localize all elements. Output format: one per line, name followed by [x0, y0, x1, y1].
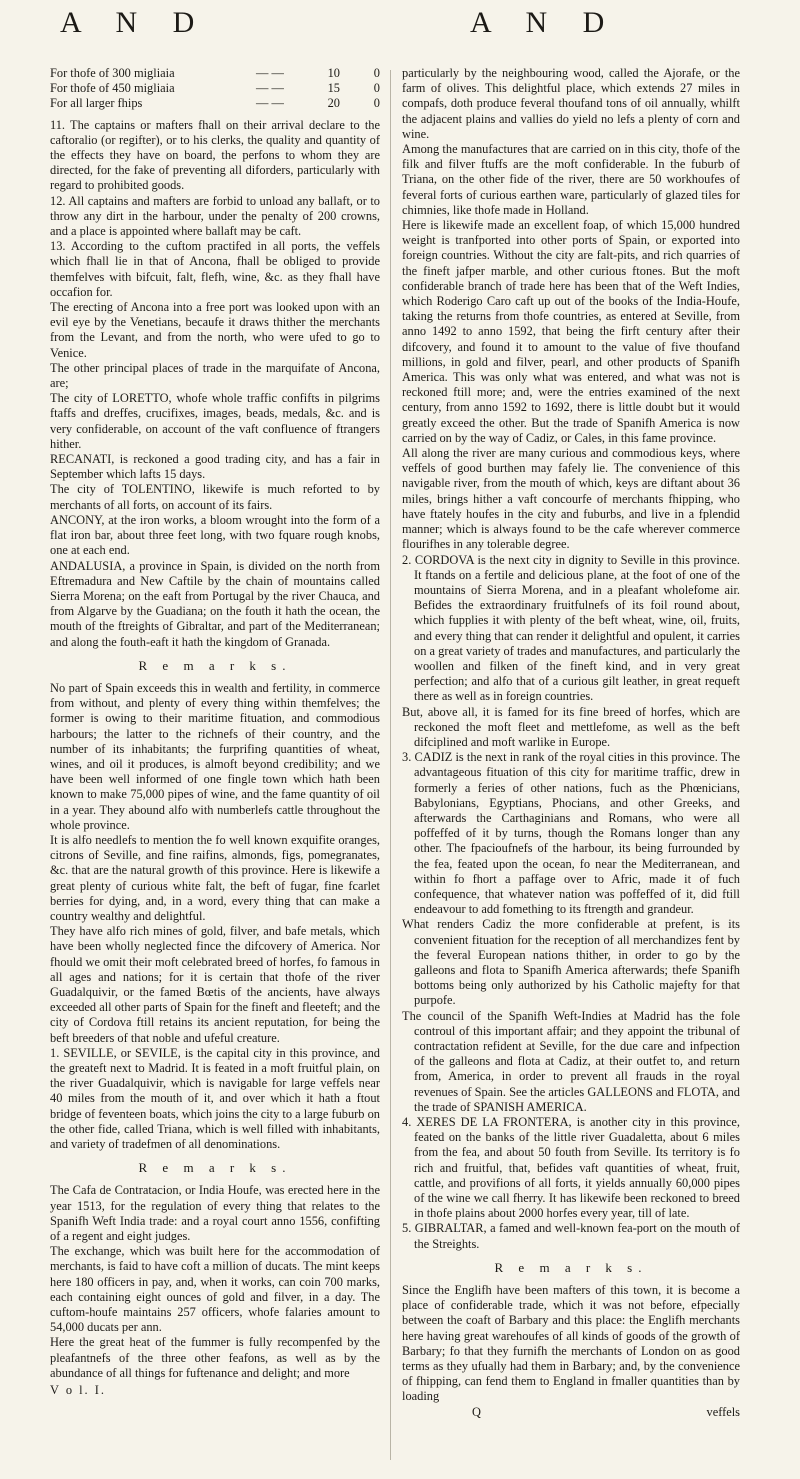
table-value: 10 — [327, 66, 340, 80]
paragraph: They have alfo rich mines of gold, filver, and bafe metals, which have been wholly neglected fince the difcovery of America. Nor fhould we omit their moft celebrated breed of horfes, fo famous in all ages and nations; for it is certain that thofe of the river Guadalquivir, or the famed Bœtis of the ancients, have always exceeded all other parts of Spain for the fineft and fleeteft; and the city of Cordova ftill retains its ancient reputation, for being the beft breeders of that noble and ufeful creature. — [50, 924, 380, 1045]
list-item: 2. CORDOVA is the next city in dignity to Seville in this province. It ftands on a fertile and delicious plane, at the foot of one of the mountains of Sierra Morena, and in a pleafant wholefome air. Befides the extraordinary fruitfulnefs of its foil round about, which fupplies it with plenty of the beft wheat, wine, oil, fruits, and every thing that can render it delightful and opulent, it carries on a great variety of trades and manufactures, and particularly the woollen and filken of the fineft kind, and in very great perfection; and alfo that of a curious gilt leather, in great requeft there as well as in foreign countries. — [402, 552, 740, 704]
remarks-heading: R e m a r k s. — [138, 1160, 292, 1176]
running-header — [0, 6, 800, 50]
paragraph: The Cafa de Contratacion, or India Houfe, was erected here in the year 1513, for the regulation of every thing that relates to the Spanifh Weft India trade: and a royal court anno 1556, confifting of a regent and eight judges. — [50, 1183, 380, 1244]
table-label: For all larger fhips — [50, 96, 143, 111]
table-label: For thofe of 450 migliaia — [50, 81, 175, 96]
paragraph: Here is likewife made an excellent foap, of which 15,000 hundred weight is tranfported into other ports of Spain, or exported into foreign countries. Without the city are falt-pits, and rich quarries of the fineft jafper marble, and other curious ftones. But the moft confiderable branch of trade here has been that of the Weft Indies, which Roderigo Caro caft up out of the books of the India-Houfe, taking the returns from thofe countries, as entered at Seville, from anno 1492 to anno 1592, that being the firft century after their difcovery, and found it to amount to the value of five thoufand millions, in gold and filver, pearl, and other products of Spanifh America. This was only what was entered, and what was not is reckoned ftill more; and, were the entries examined of the next century, from anno 1592 to 1692, there is little doubt but it would greatly exceed the other. But the trade of Spanifh America is now carried on by the way of Cadiz, or Cales, in this fame province. — [402, 218, 740, 445]
paragraph: The erecting of Ancona into a free port was looked upon with an evil eye by the Venetians, becaufe it draws thither the merchants from the Levant, and from the north, who were ufed to go to Venice. — [50, 300, 380, 360]
paragraph: particularly by the neighbouring wood, called the Ajorafe, or the farm of olives. This delightful place, which extends 27 miles in compafs, doth produce feveral thoufand tons of oil annually, whilft the adjacent plains and vallies do yield no lefs a plenty of corn and wine. — [402, 66, 740, 141]
paragraph: Since the Englifh have been mafters of this town, it is become a place of confiderable trade, which it was not before, efpecially between the coaft of Barbary and this place: the Englifh merchants here having great warehoufes of all kinds of goods of the growth of Barbary; fo that they furnifh the merchants of London on as good terms as they ufually had them in Barbary; and, by the convenience of fhipping, can fend them to England in fmaller quantities than by loading — [402, 1283, 740, 1404]
table-row — [50, 96, 380, 111]
table-dash: — — — [256, 96, 284, 111]
column-divider — [390, 70, 391, 1460]
paragraph: The city of TOLENTINO, likewife is much reforted to by merchants of all forts, on account of its fairs. — [50, 482, 380, 512]
header-left: A N D — [60, 6, 209, 39]
table-value: 0 — [373, 66, 380, 80]
paragraph: 12. All captains and mafters are forbid to unload any ballaft, or to throw any dirt in the harbour, under the penalty of 200 crowns, and a place is appointed where ballaft may be caft. — [50, 193, 380, 239]
list-item: 5. GIBRALTAR, a famed and well-known fea-port on the mouth of the Streights. — [402, 1221, 740, 1251]
header-right: A N D — [470, 6, 619, 39]
table-value: 15 — [327, 81, 340, 96]
paragraph: ANDALUSIA, a province in Spain, is divided on the north from Eftremadura and New Caftile by the chain of mountains called Sierra Morena; on the eaft from Portugal by the river Chauca, and from Algarve by the Guadiana; on the fouth it hath the ocean, the mouth of the ftreights of Gibraltar, and part of the Mediterranean; and along the fouth-eaft it hath the kingdom of Granada. — [50, 558, 380, 649]
list-item: The council of the Spanifh Weft-Indies at Madrid has the fole controul of this important affair; and they appoint the tribunal of contractation refident at Seville, for the due care and infpection of the galleons and flota at Cadiz, at their outfet to, and return from, America, in order to prevent all frauds in the royal revenues of Spain. See the articles GALLEONS and FLOTA, and the trade of SPANISH AMERICA. — [402, 1008, 740, 1114]
paragraph: No part of Spain exceeds this in wealth and fertility, in commerce from without, and plenty of every thing within themfelves; the former is owing to their maritime fituation, and commodious harbours; the latter to the richnefs of their country, and the number of its inhabitants; the furprifing quantities of wheat, wines, and oil it produces, is almoft beyond credibility; and we have been well informed of one fingle town which hath been known to make 75,000 pipes of wine, and the fame quantity of oil in a year. They abound alfo with numberlefs cattle throughout the whole province. — [50, 680, 380, 832]
list-item: 4. XERES DE LA FRONTERA, is another city in this province, feated on the banks of the little river Guadaletta, about 6 miles from the fea, and about 50 fouth from Seville. Its territory is fo rich and fruitful, that, befides vaft quantities of wheat, fruit, cattle, and provifions of all forts, it yields annually 60,000 pipes of the wine we call fherry. It has likewife been reckoned to breed in thofe plains about 2000 horfes every year, till of late. — [402, 1115, 740, 1221]
table-row — [50, 81, 380, 96]
catchword: veffels — [706, 1404, 740, 1419]
paragraph: The city of LORETTO, whofe whole traffic confifts in pilgrims ftaffs and dreffes, crucifixes, images, beads, medals, &c. and is very confiderable, on account of the vaft confluence of ftrangers hither. — [50, 391, 380, 451]
list-item: 3. CADIZ is the next in rank of the royal cities in this province. The advantageous fituation of this city for maritime traffic, drew in formerly a feries of other nations, fuch as the Phœnicians, Babylonians, Egyptians, Phocians, and other Greeks, and afterwards the Carthaginians and Romans, who were all poffeffed of it by turns, though the Romans longer than any other. The fpacioufnefs of the harbour, its being furrounded by the fea, feated upon the ocean, fo near the Mediterranean, and within fo fhort a paffage over to Afric, made it of fuch confequence, that whatever nation was poffeffed of it, did ftill endeavour to add fomething to its ftrength and grandeur. — [402, 750, 740, 917]
paragraph: RECANATI, is reckoned a good trading city, and has a fair in September which lafts 15 days. — [50, 452, 380, 482]
paragraph: The other principal places of trade in the marquifate of Ancona, are; — [50, 360, 380, 391]
table-value: 0 — [373, 81, 380, 96]
volume-footer: V o l. I. — [50, 1383, 106, 1398]
paragraph: All along the river are many curious and commodious keys, where veffels of good burthen may fafely lie. The convenience of this navigable river, from the mouth of which, keys are diftant about 36 miles, brings hither a vaft concourfe of merchants fhipping, who have ftately houfes in the city and fuburbs, and live in a fplendid manner; which is always found to be the cafe wherever commerce flourifhes in any tolerable degree. — [402, 446, 740, 552]
paragraph: Here the great heat of the fummer is fully recompenfed by the pleafantnefs of the three other feafons, as well as by the abundance of all things for fuftenance and delight; and more — [50, 1335, 380, 1380]
paragraph: 1. SEVILLE, or SEVILE, is the capital city in this province, and the greateft next to Madrid. It is feated in a moft fruitful plain, on the river Guadalquivir, which is navigable for large veffels near 40 miles from the mouth of it, and over which it hath a ftout bridge of feventeen boats, which joins the city to a large fuburb on the other fide, called Triana, which is well filled with inhabitants, and variety of tradefmen of all denominations. — [50, 1045, 380, 1152]
paragraph: 11. The captains or mafters fhall on their arrival declare to the caftoralio (or regifter), or to his clerks, the quality and quantity of the effects they have on board, the perfons to whom they are directed, for the fake of preventing all diforders, particularly with regard to prohibited goods. — [50, 117, 380, 193]
left-column — [50, 66, 380, 1398]
paragraph: It is alfo needlefs to mention the fo well known exquifite oranges, citrons of Seville, and fine raifins, almonds, figs, pomegranates, &c. that are the natural growth of this province. Here is likewife a great plenty of curious white falt, the beft of fugar, fine fcarlet berries for dying, and, in a word, every thing that can make a country wealthy and delightful. — [50, 832, 380, 923]
paragraph: Among the manufactures that are carried on in this city, thofe of the filk and filver ftuffs are the moft confiderable. In the fuburb of Triana, on the other fide of the river, there are 50 workhoufes of feveral forts of curious earthen ware, particularly of glazed tiles for chimnies, like thofe made in Holland. — [402, 142, 740, 217]
remarks-heading: R e m a r k s. — [138, 657, 292, 673]
paragraph: The exchange, which was built here for the accommodation of merchants, is faid to have coft a million of ducats. The mint keeps here 180 officers in pay, and, when it works, can coin 700 marks, each containing eight ounces of gold and filver, in a day. The cuftom-houfe maintains 257 officers, whofe falaries amount to 54,000 ducats per ann. — [50, 1244, 380, 1335]
right-column — [402, 66, 740, 1420]
table-value: 0 — [373, 96, 380, 111]
list-item: What renders Cadiz the more confiderable at prefent, is its convenient fituation for the reception of all merchandizes fent by the feveral European nations thither, in order to go by the galleons and flota to Spanifh America afterwards; thefe Spanifh bottoms being only authorized by his Catholic majefty for that purpofe. — [402, 917, 740, 1008]
table-row — [50, 66, 380, 81]
remarks-heading: R e m a r k s. — [494, 1259, 648, 1275]
list-item: But, above all, it is famed for its fine breed of horfes, which are reckoned the moft fleet and mettlefome, as well as the beft difciplined and moft warlike in Europe. — [402, 704, 740, 749]
table-label: For thofe of 300 migliaia — [50, 66, 175, 80]
signature-line — [402, 1405, 740, 1420]
table-dash: — — — [256, 66, 284, 80]
signature-mark: Q — [472, 1404, 481, 1419]
paragraph: 13. According to the cuftom practifed in all ports, the veffels which fhall lie in that of Ancona, fhall be obliged to provide themfelves with bifcuit, falt, flefh, wine, &c. as they fhall have occafion for. — [50, 239, 380, 299]
table-value: 20 — [327, 96, 340, 111]
table-dash: — — — [256, 81, 284, 96]
paragraph: ANCONY, at the iron works, a bloom wrought into the form of a flat iron bar, about three feet long, with two fquare rough knobs, one at each end. — [50, 512, 380, 558]
